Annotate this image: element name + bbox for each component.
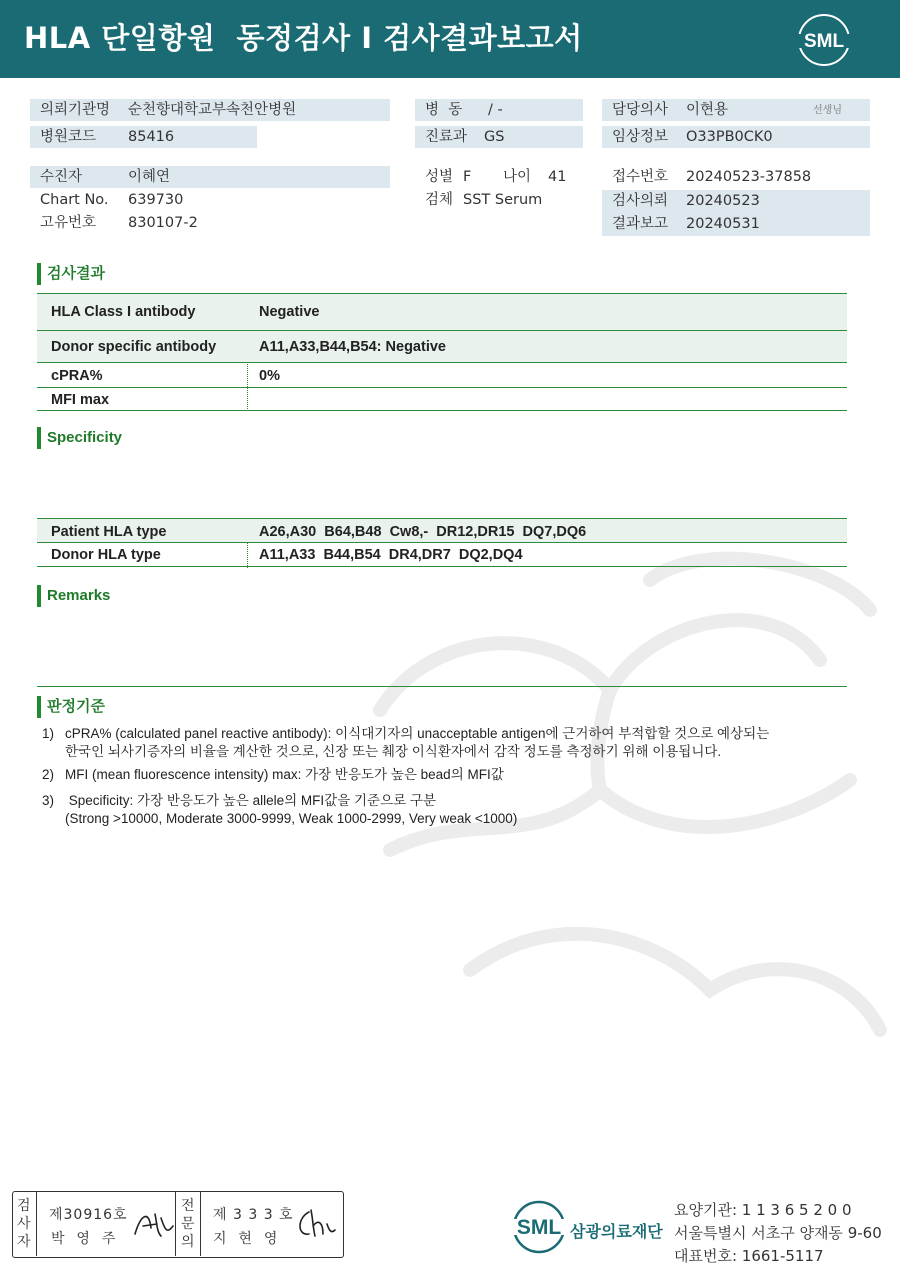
criteria-number: 2) — [42, 767, 55, 782]
dates-box — [602, 190, 870, 236]
clinical-info-label: 임상정보 — [612, 129, 669, 145]
sml-logo — [796, 12, 852, 68]
clinical-info-field — [602, 126, 870, 148]
hospital-code-label: 병원코드 — [40, 129, 97, 145]
table-row — [37, 293, 847, 331]
examiner-label-box: 검 사 자 — [13, 1192, 37, 1256]
institution-value: 순천향대학교부속천안병원 — [128, 102, 297, 118]
sml-footer-logo — [508, 1198, 570, 1256]
remarks-divider — [37, 686, 847, 687]
institution-field — [30, 99, 390, 121]
hla-type-label: Donor HLA type — [51, 547, 161, 563]
hla-type-value: A26,A30 B64,B48 Cw8,- DR12,DR15 DQ7,DQ6 — [259, 524, 587, 540]
department-field — [415, 126, 583, 148]
ward-label: 병 동 — [425, 102, 463, 118]
result-value: 0% — [259, 368, 280, 384]
report-title: HLA 단일항원 동정검사 I 검사결과보고서 — [24, 21, 583, 55]
specificity-section-title: Specificity — [37, 427, 122, 449]
institution-label: 의뢰기관명 — [40, 102, 111, 118]
ward-field — [415, 99, 583, 121]
criteria-line: MFI (mean fluorescence intensity) max: 가장 반응도가 높은 bead의 MFI값 — [65, 767, 504, 782]
receipt-no-value: 20240523-37858 — [686, 169, 812, 185]
hla-type-label: Patient HLA type — [51, 524, 167, 540]
specialist-name: 지 현 영 — [213, 1231, 279, 1247]
result-value: Negative — [259, 304, 320, 320]
sex-label: 성별 — [425, 169, 454, 185]
patient-field — [30, 166, 390, 188]
criteria-number: 1) — [42, 726, 55, 741]
results-table — [37, 293, 847, 411]
criteria-line: Specificity: 가장 반응도가 높은 allele의 MFI값을 기준으로 구분 — [65, 793, 436, 808]
criteria-section-title: 판정기준 — [37, 696, 105, 718]
request-date-label: 검사의뢰 — [612, 193, 669, 209]
foundation-name: 삼광의료재단 — [570, 1222, 663, 1241]
result-label: HLA Class I antibody — [51, 304, 196, 320]
clinical-info-value: O33PB0CK0 — [686, 129, 773, 145]
receipt-no-field — [602, 166, 870, 188]
unique-no-value: 830107-2 — [128, 215, 198, 231]
chart-no-label: Chart No. — [40, 192, 109, 208]
results-section-title: 검사결과 — [37, 263, 105, 285]
department-label: 진료과 — [425, 129, 468, 145]
table-row — [37, 363, 847, 388]
hla-type-table — [37, 518, 847, 568]
receipt-no-label: 접수번호 — [612, 169, 669, 185]
table-row — [37, 331, 847, 363]
sex-value: F — [463, 169, 472, 185]
result-value: A11,A33,B44,B54: Negative — [259, 339, 446, 355]
care-institution-code: 요양기관: 1 1 3 6 5 2 0 0 — [674, 1201, 852, 1219]
criteria-number: 3) — [42, 793, 55, 808]
report-date-label: 결과보고 — [612, 216, 669, 232]
signature-box — [12, 1191, 344, 1258]
unique-no-label: 고유번호 — [40, 215, 97, 231]
result-label: MFI max — [51, 392, 110, 408]
sml-footer-logo-text: SML — [516, 1216, 562, 1239]
examiner-signature — [131, 1204, 175, 1244]
age-value: 41 — [548, 169, 567, 185]
doctor-honorific: 선생님 — [813, 105, 842, 116]
sex-field — [415, 166, 495, 188]
department-value: GS — [484, 129, 505, 145]
remarks-section-title: Remarks — [37, 585, 110, 607]
specialist-license-no: 제 3 3 3 호 — [213, 1207, 294, 1223]
address: 서울특별시 서초구 양재동 9-60 — [674, 1224, 882, 1242]
report-date-value: 20240531 — [686, 216, 760, 232]
specimen-label: 검체 — [425, 192, 454, 208]
doctor-field — [602, 99, 870, 121]
report-header — [0, 0, 900, 78]
doctor-label: 담당의사 — [612, 102, 669, 118]
examiner-name: 박 영 주 — [51, 1231, 117, 1247]
criteria-line: 한국인 뇌사기증자의 비율을 계산한 것으로, 신장 또는 췌장 이식환자에서 감작 정도를 측정하기 위해 이용됩니다. — [65, 744, 722, 759]
doctor-value: 이현용 — [686, 102, 729, 118]
patient-label: 수진자 — [40, 169, 83, 185]
specialist-label-box: 전 문 의 — [175, 1192, 201, 1256]
ward-value: / - — [488, 102, 503, 118]
table-row — [37, 543, 847, 567]
specimen-field — [415, 189, 583, 211]
hla-type-value: A11,A33 B44,B54 DR4,DR7 DQ2,DQ4 — [259, 547, 523, 563]
examiner-license-no: 제30916호 — [49, 1207, 128, 1223]
chart-no-field — [30, 189, 390, 211]
result-label: cPRA% — [51, 368, 103, 384]
patient-value: 이혜연 — [128, 169, 171, 185]
result-label: Donor specific antibody — [51, 339, 217, 355]
phone-number: 대표번호: 1661-5117 — [674, 1247, 824, 1265]
age-label: 나이 — [503, 169, 532, 185]
sml-logo-text: SML — [803, 31, 845, 52]
criteria-line: cPRA% (calculated panel reactive antibody): 이식대기자의 unacceptable antigen에 근거하여 부적합할 것으로 예상되는 — [65, 726, 770, 741]
specialist-signature — [293, 1204, 337, 1244]
specimen-value: SST Serum — [463, 192, 543, 208]
criteria-line: (Strong >10000, Moderate 3000-9999, Weak 1000-2999, Very weak <1000) — [65, 811, 518, 826]
unique-no-field — [30, 212, 390, 234]
request-date-value: 20240523 — [686, 193, 760, 209]
chart-no-value: 639730 — [128, 192, 184, 208]
table-row — [37, 518, 847, 543]
hospital-code-field — [30, 126, 257, 148]
hospital-code-value: 85416 — [128, 129, 175, 145]
table-row — [37, 388, 847, 411]
age-field — [493, 166, 583, 188]
